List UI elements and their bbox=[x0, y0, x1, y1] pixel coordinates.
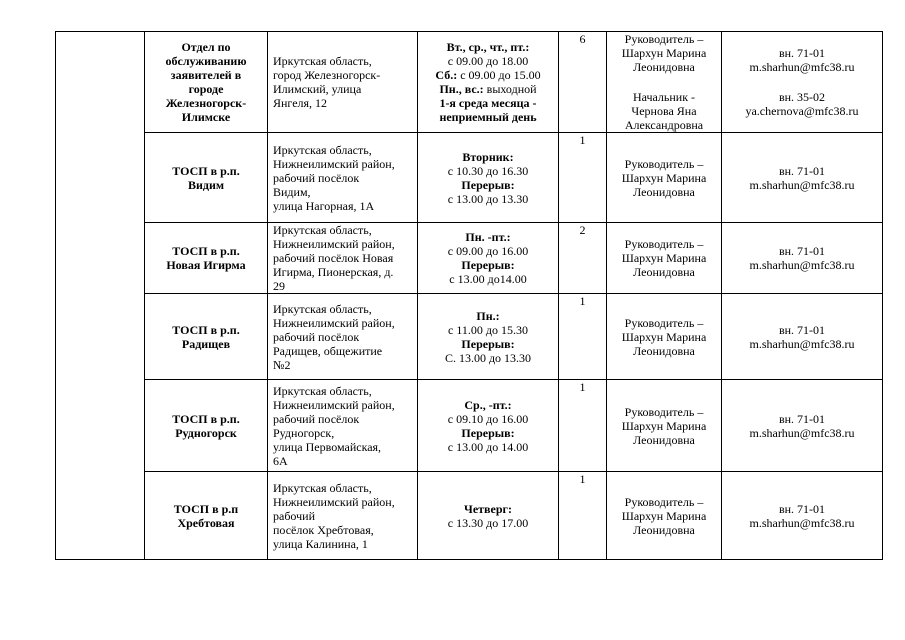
windows-count: 1 bbox=[579, 294, 586, 308]
address-line: Нижнеилимский район, bbox=[273, 397, 395, 412]
responsible-line: Леонидовна bbox=[633, 60, 695, 74]
email-link[interactable]: m.sharhun@mfc38.ru bbox=[749, 177, 855, 192]
schedule-line bbox=[418, 323, 558, 337]
windows-count: 6 bbox=[579, 32, 586, 46]
schedule-line bbox=[418, 426, 558, 440]
contact-cell bbox=[722, 380, 883, 472]
address-cell bbox=[268, 32, 418, 133]
address-line: Видим, bbox=[273, 184, 311, 199]
empty-cell bbox=[56, 32, 145, 560]
office-name-line: ТОСП в р.п. bbox=[172, 244, 240, 258]
contact-cell bbox=[722, 472, 883, 560]
schedule-line bbox=[418, 68, 558, 82]
schedule-time: с 13.00 до 14.00 bbox=[447, 439, 529, 454]
schedule-time: с 13.00 до14.00 bbox=[449, 272, 527, 286]
address-cell bbox=[268, 294, 418, 380]
office-name-line: заявителей в bbox=[170, 68, 242, 82]
address-line: Нижнеилимский район, bbox=[273, 315, 395, 330]
office-name-line: обслуживанию bbox=[165, 54, 247, 68]
address-line: Нижнеилимский район, bbox=[273, 494, 395, 509]
schedule-line bbox=[418, 82, 558, 96]
email-link[interactable]: m.sharhun@mfc38.ru bbox=[749, 515, 855, 530]
address-line: Иркутская область, bbox=[273, 301, 372, 316]
office-name-line: Рудногорск bbox=[175, 425, 237, 440]
contact-cell bbox=[722, 294, 883, 380]
responsible-line: Шархун Марина bbox=[621, 508, 707, 523]
office-name-line: Отдел по bbox=[181, 40, 231, 54]
responsible-line: Начальник - bbox=[632, 90, 696, 104]
schedule-time: с 13.30 до 17.00 bbox=[447, 515, 529, 530]
address-line: Радищев, общежитие bbox=[273, 343, 383, 358]
schedule-label: Перерыв: bbox=[461, 336, 515, 351]
email-link[interactable]: m.sharhun@mfc38.ru bbox=[749, 336, 855, 351]
schedule-time: с 10.30 до 16.30 bbox=[447, 163, 529, 178]
responsible-line: Леонидовна bbox=[633, 343, 695, 358]
address-cell bbox=[268, 380, 418, 472]
address-cell bbox=[268, 133, 418, 223]
responsible-line: Леонидовна bbox=[633, 265, 695, 279]
address-line: рабочий bbox=[273, 508, 315, 523]
schedule-line bbox=[418, 164, 558, 178]
table-row bbox=[56, 472, 883, 560]
address-cell bbox=[268, 472, 418, 560]
address-line: рабочий посёлок bbox=[273, 170, 360, 185]
responsible-line: Шархун Марина bbox=[621, 418, 707, 433]
schedule-label: Перерыв: bbox=[461, 177, 515, 192]
schedule-time: с 09.10 до 16.00 bbox=[447, 411, 529, 426]
responsible-line: Леонидовна bbox=[633, 432, 695, 447]
table-row bbox=[56, 223, 883, 294]
windows-count-cell bbox=[559, 133, 607, 223]
phone-extension: вн. 71-01 bbox=[778, 46, 826, 60]
table-row bbox=[56, 32, 883, 133]
phone-extension: вн. 35-02 bbox=[778, 90, 826, 104]
contact-cell bbox=[722, 223, 883, 294]
email-link[interactable]: ya.chernova@mfc38.ru bbox=[745, 104, 859, 118]
schedule-time: с 09.00 до 16.00 bbox=[447, 244, 529, 258]
schedule-time: С. 13.00 до 13.30 bbox=[444, 350, 532, 365]
office-name-line: Железногорск- bbox=[165, 96, 247, 110]
schedule-time: с 13.00 до 13.30 bbox=[447, 191, 529, 206]
responsible-cell bbox=[607, 223, 722, 294]
schedule-label: Перерыв: bbox=[461, 258, 515, 272]
schedule-line bbox=[418, 502, 558, 516]
schedule-line bbox=[418, 150, 558, 164]
responsible-line: Руководитель – bbox=[624, 404, 704, 419]
schedule-cell bbox=[418, 133, 559, 223]
address-line: №2 bbox=[273, 357, 291, 372]
schedule-line bbox=[418, 272, 558, 286]
schedule-label: Вт., ср., чт., пт.: bbox=[446, 40, 530, 54]
schedule-cell bbox=[418, 294, 559, 380]
schedule-line bbox=[418, 178, 558, 192]
address-line: Нижнеилимский район, bbox=[273, 156, 395, 171]
office-name-line: ТОСП в р.п. bbox=[172, 163, 240, 178]
address-line: Игирма, Пионерская, д. bbox=[273, 265, 394, 279]
office-name-cell bbox=[145, 133, 268, 223]
windows-count-cell bbox=[559, 380, 607, 472]
email-link[interactable]: m.sharhun@mfc38.ru bbox=[749, 258, 855, 272]
windows-count: 1 bbox=[579, 133, 586, 147]
schedule-cell bbox=[418, 472, 559, 560]
schedule-label: Пн.: bbox=[476, 308, 500, 323]
email-link[interactable]: m.sharhun@mfc38.ru bbox=[749, 60, 855, 74]
schedule-label: 1-я среда месяца - bbox=[439, 96, 537, 110]
windows-count-cell bbox=[559, 294, 607, 380]
address-line: Иркутская область, bbox=[273, 480, 372, 495]
responsible-line: Руководитель – bbox=[624, 237, 704, 251]
schedule-label: Ср., -пт.: bbox=[464, 397, 512, 412]
address-line: Нижнеилимский район, bbox=[273, 237, 395, 251]
address-line: 29 bbox=[273, 279, 285, 293]
offices-table-body bbox=[56, 32, 883, 560]
windows-count-cell bbox=[559, 223, 607, 294]
schedule-label: Четверг: bbox=[464, 501, 512, 516]
schedule-line bbox=[418, 192, 558, 206]
office-name-cell bbox=[145, 32, 268, 133]
schedule-label: неприемный день bbox=[439, 110, 537, 124]
office-name-line: ТОСП в р.п. bbox=[172, 411, 240, 426]
schedule-line bbox=[418, 398, 558, 412]
spacer bbox=[722, 74, 882, 90]
email-link[interactable]: m.sharhun@mfc38.ru bbox=[749, 425, 855, 440]
windows-count: 1 bbox=[579, 380, 586, 394]
schedule-label: Вторник: bbox=[462, 149, 514, 164]
address-line: улица Первомайская, bbox=[273, 439, 382, 454]
office-name-line: ТОСП в р.п. bbox=[172, 322, 240, 337]
address-line: посёлок Хребтовая, bbox=[273, 522, 374, 537]
schedule-time: с 11.00 до 15.30 bbox=[448, 322, 528, 337]
responsible-line: Шархун Марина bbox=[621, 170, 707, 185]
address-line: рабочий посёлок Новая bbox=[273, 251, 394, 265]
address-line: рабочий посёлок bbox=[273, 411, 360, 426]
schedule-line bbox=[418, 351, 558, 365]
schedule-line bbox=[418, 258, 558, 272]
windows-count: 2 bbox=[579, 223, 586, 237]
schedule-line bbox=[418, 244, 558, 258]
schedule-line bbox=[418, 110, 558, 124]
offices-table bbox=[55, 31, 883, 560]
phone-extension: вн. 71-01 bbox=[778, 501, 826, 516]
contact-cell bbox=[722, 32, 883, 133]
office-name-cell bbox=[145, 472, 268, 560]
schedule-cell bbox=[418, 380, 559, 472]
table-row bbox=[56, 133, 883, 223]
table-row bbox=[56, 380, 883, 472]
office-name-line: ТОСП в р.п bbox=[173, 501, 239, 516]
office-name-cell bbox=[145, 223, 268, 294]
schedule-time: с 09.00 до 18.00 bbox=[447, 54, 529, 68]
address-line: улица Нагорная, 1А bbox=[273, 198, 375, 213]
phone-extension: вн. 71-01 bbox=[778, 411, 826, 426]
address-line: Иркутская область, bbox=[273, 142, 372, 157]
schedule-label: Сб.: bbox=[435, 68, 458, 82]
office-name-line: Видим bbox=[187, 177, 225, 192]
address-line: Иркутская область, bbox=[273, 383, 372, 398]
schedule-line bbox=[418, 96, 558, 110]
responsible-line: Чернова Яна bbox=[631, 104, 697, 118]
responsible-line: Руководитель – bbox=[624, 156, 704, 171]
office-name-cell bbox=[145, 380, 268, 472]
address-line: 6А bbox=[273, 453, 288, 468]
schedule-line bbox=[418, 412, 558, 426]
schedule-line bbox=[418, 440, 558, 454]
address-line: Янгеля, 12 bbox=[273, 96, 328, 110]
responsible-line: Шархун Марина bbox=[621, 46, 707, 60]
schedule-line bbox=[418, 309, 558, 323]
address-line: рабочий посёлок bbox=[273, 329, 360, 344]
responsible-cell bbox=[607, 380, 722, 472]
phone-extension: вн. 71-01 bbox=[778, 163, 826, 178]
responsible-line: Леонидовна bbox=[633, 184, 695, 199]
address-line: Илимский, улица bbox=[273, 82, 362, 96]
address-line: Иркутская область, bbox=[273, 223, 372, 237]
responsible-cell bbox=[607, 472, 722, 560]
schedule-cell bbox=[418, 223, 559, 294]
windows-count-cell bbox=[559, 472, 607, 560]
schedule-label: Перерыв: bbox=[461, 425, 515, 440]
office-name-line: Новая Игирма bbox=[166, 258, 246, 272]
contact-cell bbox=[722, 133, 883, 223]
address-cell bbox=[268, 223, 418, 294]
address-line: Иркутская область, bbox=[273, 54, 372, 68]
phone-extension: вн. 71-01 bbox=[778, 322, 826, 337]
address-line: улица Калинина, 1 bbox=[273, 536, 368, 551]
schedule-line bbox=[418, 516, 558, 530]
schedule-line bbox=[418, 230, 558, 244]
schedule-label: Пн. -пт.: bbox=[465, 230, 511, 244]
windows-count-cell bbox=[559, 32, 607, 133]
schedule-time: с 09.00 до 15.00 bbox=[457, 68, 541, 82]
responsible-line: Александровна bbox=[624, 118, 704, 132]
responsible-line: Руководитель – bbox=[624, 32, 704, 46]
schedule-time: выходной bbox=[483, 82, 537, 96]
responsible-cell bbox=[607, 133, 722, 223]
table-row bbox=[56, 294, 883, 380]
responsible-cell bbox=[607, 294, 722, 380]
office-name-line: Илимске bbox=[181, 110, 231, 124]
schedule-cell bbox=[418, 32, 559, 133]
office-name-line: городе bbox=[188, 82, 224, 96]
responsible-line: Руководитель – bbox=[624, 315, 704, 330]
responsible-line: Руководитель – bbox=[624, 494, 704, 509]
office-name-cell bbox=[145, 294, 268, 380]
windows-count: 1 bbox=[579, 472, 586, 486]
schedule-line bbox=[418, 40, 558, 54]
schedule-line bbox=[418, 54, 558, 68]
responsible-cell bbox=[607, 32, 722, 133]
schedule-line bbox=[418, 337, 558, 351]
responsible-line: Шархун Марина bbox=[621, 329, 707, 344]
responsible-line: Леонидовна bbox=[633, 522, 695, 537]
responsible-line: Шархун Марина bbox=[621, 251, 707, 265]
phone-extension: вн. 71-01 bbox=[778, 244, 826, 258]
address-line: город Железногорск- bbox=[273, 68, 381, 82]
spacer bbox=[607, 74, 721, 90]
office-name-line: Хребтовая bbox=[177, 515, 235, 530]
schedule-label: Пн., вс.: bbox=[439, 82, 484, 96]
office-name-line: Радищев bbox=[181, 336, 231, 351]
address-line: Рудногорск, bbox=[273, 425, 335, 440]
